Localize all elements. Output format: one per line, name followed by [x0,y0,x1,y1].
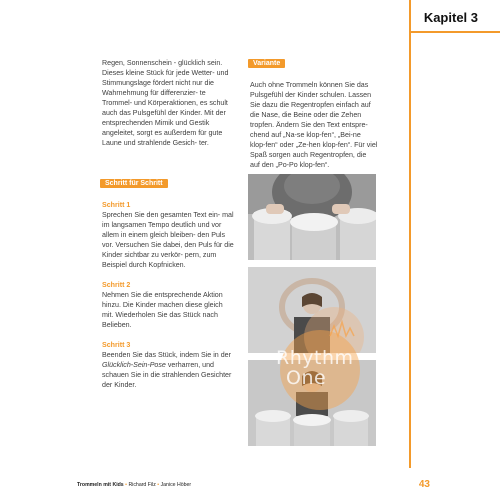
step-3-text [102,350,234,390]
photo-3-illustration [248,360,376,446]
step-3-text-b: verharren, und schauen Sie in die strahlenden Gesichter der Kinder. [102,361,232,389]
footer-author-2: Janice Höber [160,482,192,488]
footer-separator: • [157,482,160,488]
step-2 [102,280,234,330]
variant-tag: Variante [248,59,285,68]
intro-text: Regen, Sonnenschein - glücklich sein. Dieses kleine Stück für jede Wetter- und Stimmungslage fördert nicht nur die Wahrnehmung für differenzier- te Trommel- und Körperaktionen, es schult auch das Pulsgefühl der Kinder. Mit der entsprechenden Mimik und Gestik angeleitet, sorgt es außerdem für gute Laune und strahlende Gesich- ter. [102,59,229,147]
chapter-rule [409,31,500,33]
footer-separator: • [125,482,127,488]
step-1 [102,200,234,270]
margin-rule [409,0,411,468]
step-1-text: Sprechen Sie den gesamten Text ein- mal im langsamen Tempo deutlich und vor allem in einem gleich bleiben- den Puls vor. Versuchen Sie dabei, den Puls für die Kinder sichtbar zu verkör- pern, zum Beispiel durch Kopfnicken. [102,211,234,269]
watermark-line-1: Rhythm [276,347,354,369]
page-number: 43 [418,479,430,490]
variant-text: Auch ohne Trommeln können Sie das Pulsgefühl der Kinder schulen. Lassen Sie dazu die Regentropfen einfach auf die Nase, die Beine oder die Zehen tropfen. Ändern Sie den Text entspre- chend auf „Na-se klop-fen“, „Bei-ne klop-fen“ oder „Ze-hen klop-fen“. Für viel Spaß sorgen auch Regentropfen, die auf den „Po-Po klop-fen“. [250,81,378,169]
step-1-title: Schritt 1 [102,201,131,209]
step-3-pose: Glücklich-Sein-Pose [102,361,166,369]
step-3 [102,340,234,390]
photo-1-illustration [248,174,376,260]
intro-paragraph [102,58,234,148]
photo-arms-overhead [248,267,376,353]
watermark-line-2: One [286,367,327,389]
footer-author-1: Richard Filz [128,482,156,488]
photo-happy-pose [248,360,376,446]
steps-tag: Schritt für Schritt [100,179,168,188]
variant-paragraph [250,80,378,170]
photo-hands-on-drums [248,174,376,260]
step-2-title: Schritt 2 [102,281,131,289]
step-3-text-a: Beenden Sie das Stück, indem Sie in der [102,351,231,359]
step-2-text: Nehmen Sie die entsprechende Aktion hinzu. Die Kinder machen diese gleich mit. Wiederholen Sie das Stück nach Belieben. [102,291,223,329]
photo-2-illustration [248,267,376,353]
chapter-heading: Kapitel 3 [423,10,478,25]
footer-book-title: Trommeln mit Kids [77,482,124,488]
step-3-title: Schritt 3 [102,341,131,349]
footer-credits [77,482,191,488]
